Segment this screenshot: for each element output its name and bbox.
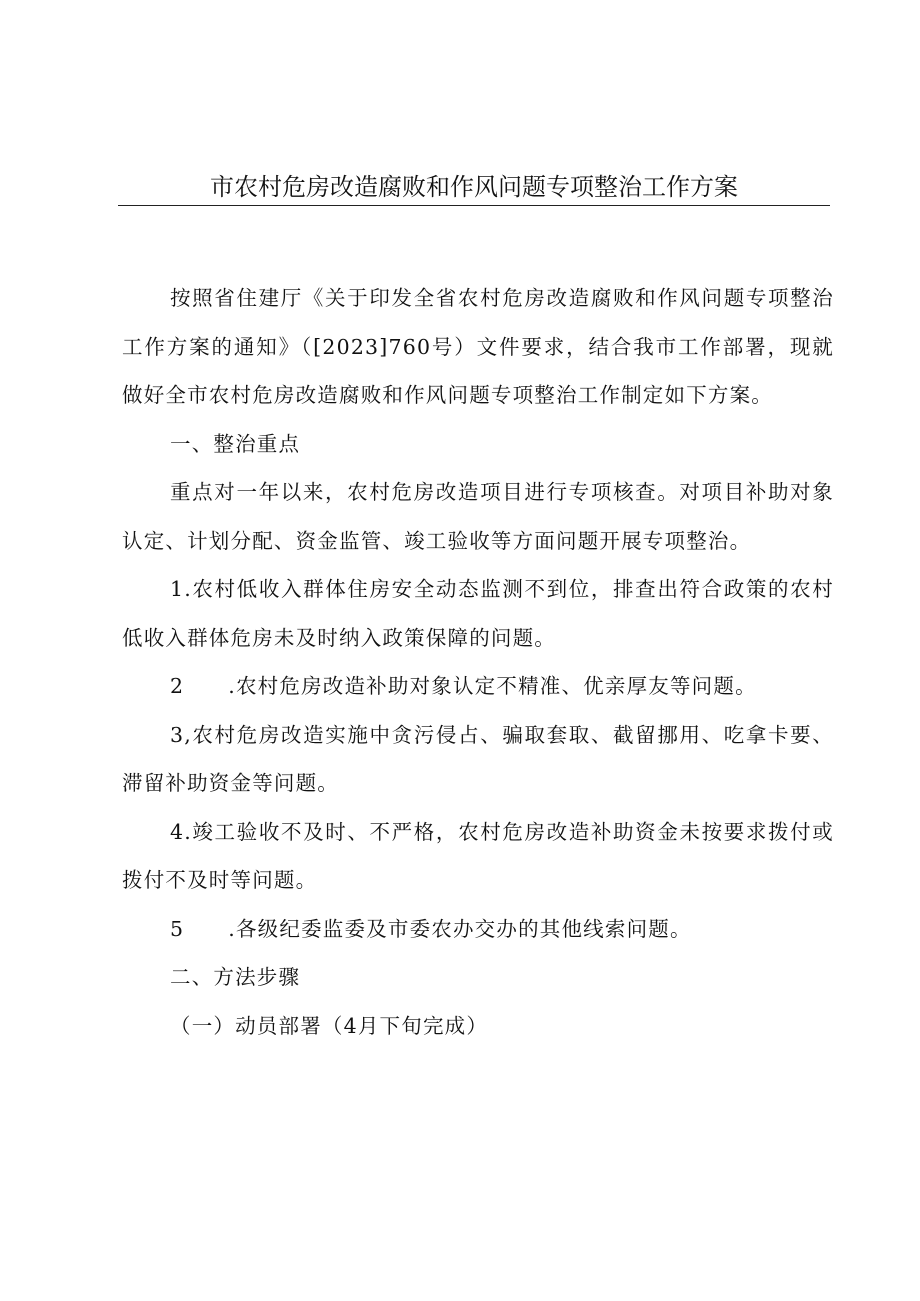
list-item-4: 4.竣工验收不及时、不严格，农村危房改造补助资金未按要求拨付或拨付不及时等问题。 [122, 819, 834, 892]
document-title: 市农村危房改造腐败和作风问题专项整治工作方案 [210, 173, 738, 201]
list-item-2-number: 2 [170, 674, 185, 698]
section-heading-methods: 二、方法步骤 [170, 965, 301, 989]
list-item-5-text: .各级纪委监委及市委农办交办的其他线索问题。 [228, 916, 692, 941]
focus-paragraph: 重点对一年以来，农村危房改造项目进行专项核查。对项目补助对象认定、计划分配、资金监管、竣工验收等方面问题开展专项整治。 [122, 480, 834, 553]
list-item-1: 1.农村低收入群体住房安全动态监测不到位，排查出符合政策的农村低收入群体危房未及时纳入政策保障的问题。 [122, 577, 834, 650]
intro-paragraph: 按照省住建厅《关于印发全省农村危房改造腐败和作风问题专项整治工作方案的通知》（[2023]760号）文件要求，结合我市工作部署，现就做好全市农村危房改造腐败和作风问题专项整治工作制定如下方案。 [122, 286, 834, 407]
subsection-heading-mobilization: （一）动员部署（4月下旬完成） [170, 1013, 489, 1038]
list-item-2 [122, 662, 834, 711]
list-item-2-text: .农村危房改造补助对象认定不精准、优亲厚友等问题。 [228, 674, 757, 698]
list-item-3: 3,农村危房改造实施中贪污侵占、骗取套取、截留挪用、吃拿卡要、滞留补助资金等问题。 [122, 722, 834, 795]
section-heading-focus: 一、整治重点 [170, 431, 301, 456]
list-item-5 [122, 905, 834, 954]
document-body [122, 274, 834, 1050]
list-item-5-number: 5 [170, 916, 185, 941]
title-underline [118, 205, 830, 206]
